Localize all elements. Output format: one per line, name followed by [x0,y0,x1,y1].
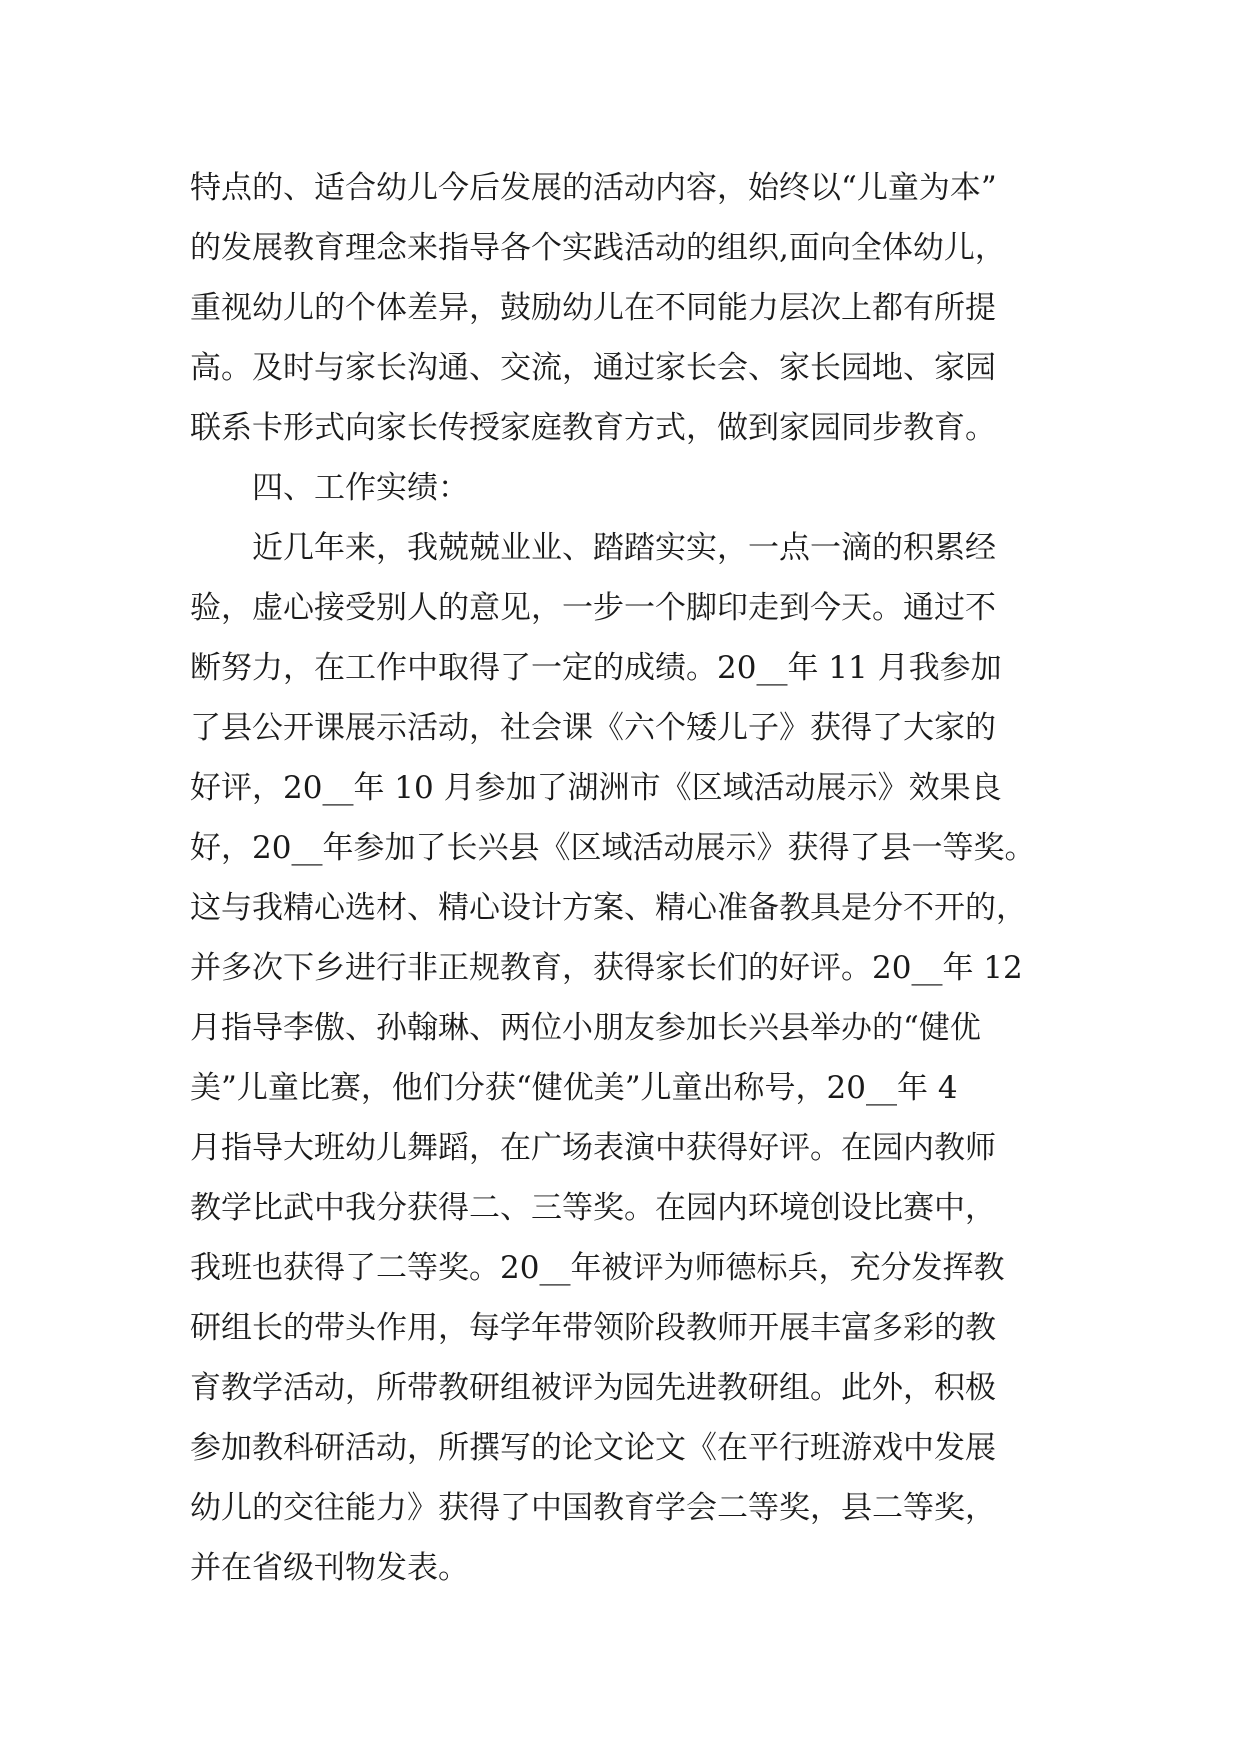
text-line: 并多次下乡进行非正规教育，获得家长们的好评。20__年 12 [190,950,1023,986]
text-line: 育教学活动，所带教研组被评为园先进教研组。此外，积极 [190,1370,996,1406]
text-line: 高。及时与家长沟通、交流，通过家长会、家长园地、家园 [190,350,996,386]
text-line: 这与我精心选材、精心设计方案、精心准备教具是分不开的， [190,890,1027,926]
body-text [190,158,1060,1598]
text-line: 重视幼儿的个体差异，鼓励幼儿在不同能力层次上都有所提 [190,290,996,326]
text-line: 断努力，在工作中取得了一定的成绩。20__年 11 月我参加 [190,650,1002,686]
text-line: 好评，20__年 10 月参加了湖洲市《区域活动展示》效果良 [190,770,1002,806]
text-line: 研组长的带头作用，每学年带领阶段教师开展丰富多彩的教 [190,1310,996,1346]
text-line: 参加教科研活动，所撰写的论文论文《在平行班游戏中发展 [190,1430,996,1466]
text-line: 好，20__年参加了长兴县《区域活动展示》获得了县一等奖。 [190,830,1036,866]
text-line: 的发展教育理念来指导各个实践活动的组织,面向全体幼儿， [190,230,1006,266]
text-line: 我班也获得了二等奖。20__年被评为师德标兵，充分发挥教 [190,1250,1005,1286]
text-line: 联系卡形式向家长传授家庭教育方式，做到家园同步教育。 [190,410,996,446]
text-line: 特点的、适合幼儿今后发展的活动内容，始终以“儿童为本” [190,170,997,206]
text-line: 验，虚心接受别人的意见，一步一个脚印走到今天。通过不 [190,590,996,626]
text-line: 并在省级刊物发表。 [190,1550,469,1586]
paragraph-first-line: 近几年来，我兢兢业业、踏踏实实，一点一滴的积累经 [252,530,996,566]
text-line: 幼儿的交往能力》获得了中国教育学会二等奖，县二等奖， [190,1490,996,1526]
text-line: 教学比武中我分获得二、三等奖。在园内环境创设比赛中， [190,1190,996,1226]
text-line: 美”儿童比赛，他们分获“健优美”儿童出称号，20__年 4 [190,1070,958,1106]
text-line: 月指导李傲、孙翰琳、两位小朋友参加长兴县举办的“健优 [190,1010,981,1046]
section-heading: 四、工作实绩： [252,470,469,506]
text-line: 了县公开课展示活动，社会课《六个矮儿子》获得了大家的 [190,710,996,746]
text-line: 月指导大班幼儿舞蹈，在广场表演中获得好评。在园内教师 [190,1130,996,1166]
